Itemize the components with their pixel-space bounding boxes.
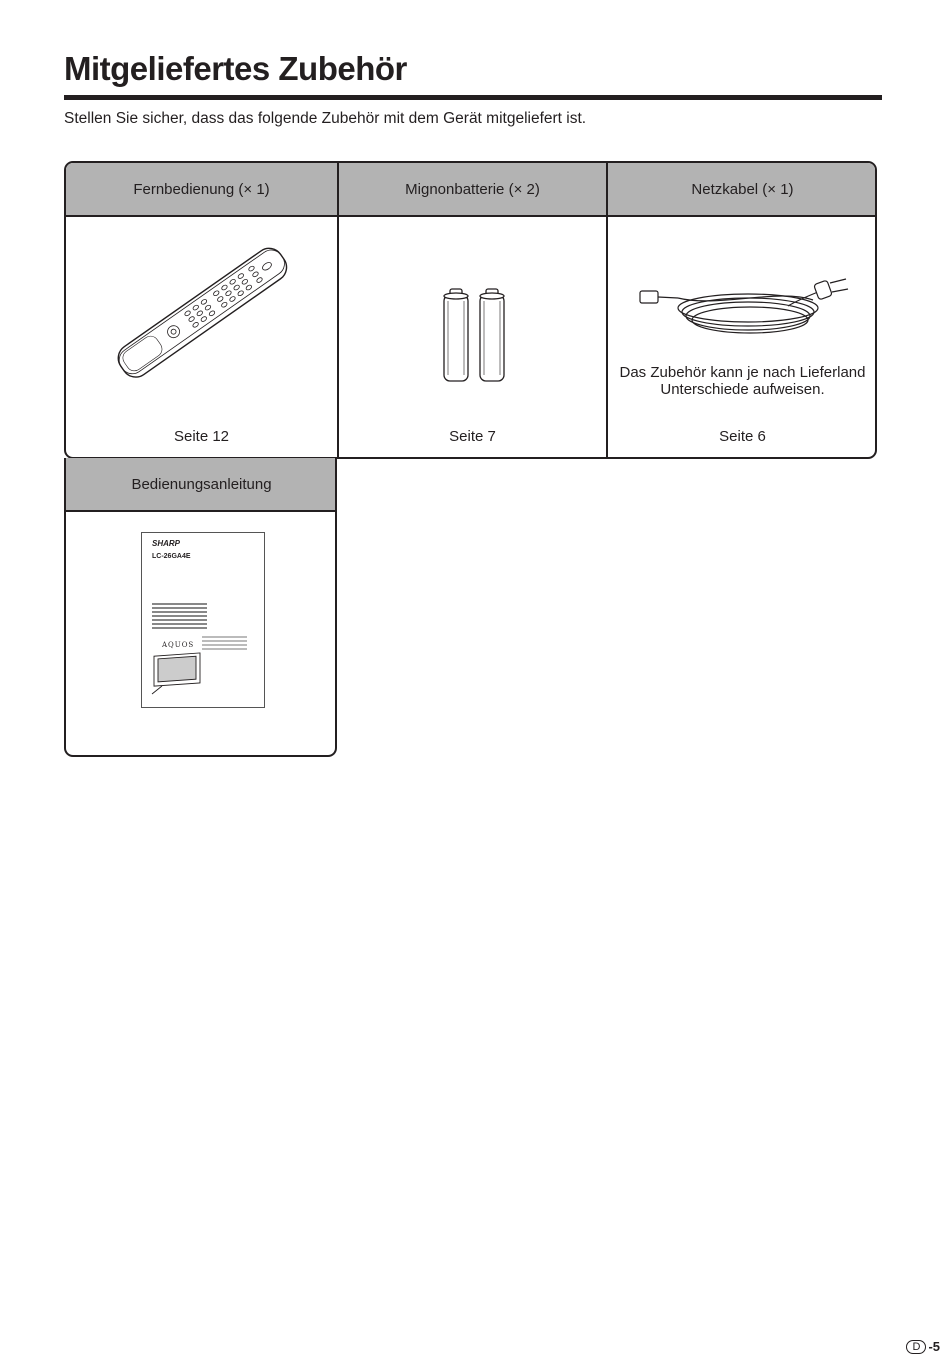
accessory-cell-manual bbox=[66, 458, 337, 755]
title-rule bbox=[64, 95, 882, 100]
accessories-table-row2 bbox=[64, 458, 337, 757]
accessory-label: Netzkabel (× 1) bbox=[608, 163, 877, 217]
manual-brand: SHARP bbox=[152, 539, 181, 548]
page-reference: Seite 7 bbox=[449, 428, 496, 445]
region-badge: D bbox=[906, 1340, 926, 1354]
manual-model: LC-26GA4E bbox=[152, 553, 191, 560]
page-number-value: -5 bbox=[928, 1339, 940, 1354]
manual-icon bbox=[141, 532, 265, 708]
power-cord-icon bbox=[638, 278, 853, 343]
page-title: Mitgeliefertes Zubehör bbox=[64, 50, 407, 87]
regional-note: Das Zubehör kann je nach Lieferland Unterschiede aufweisen. bbox=[619, 364, 866, 398]
accessory-label: Bedienungsanleitung bbox=[66, 458, 337, 512]
accessory-cell-remote bbox=[66, 163, 337, 457]
tv-icon bbox=[142, 651, 212, 701]
remote-control-icon bbox=[110, 241, 295, 391]
page-reference: Seite 6 bbox=[719, 428, 766, 445]
page-reference: Seite 12 bbox=[173, 428, 230, 445]
accessories-table bbox=[64, 161, 877, 459]
manual-series: AQUOS bbox=[162, 641, 195, 649]
page-number bbox=[906, 1339, 940, 1354]
accessory-label: Mignonbatterie (× 2) bbox=[339, 163, 606, 217]
accessory-cell-batteries bbox=[337, 163, 606, 457]
manual-text-block bbox=[152, 603, 207, 629]
intro-text: Stellen Sie sicher, dass das folgende Zubehör mit dem Gerät mitgeliefert ist. bbox=[64, 110, 587, 127]
batteries-icon bbox=[439, 287, 509, 392]
accessory-label: Fernbedienung (× 1) bbox=[66, 163, 337, 217]
accessory-cell-power-cord bbox=[606, 163, 877, 457]
manual-text-block bbox=[202, 636, 247, 652]
